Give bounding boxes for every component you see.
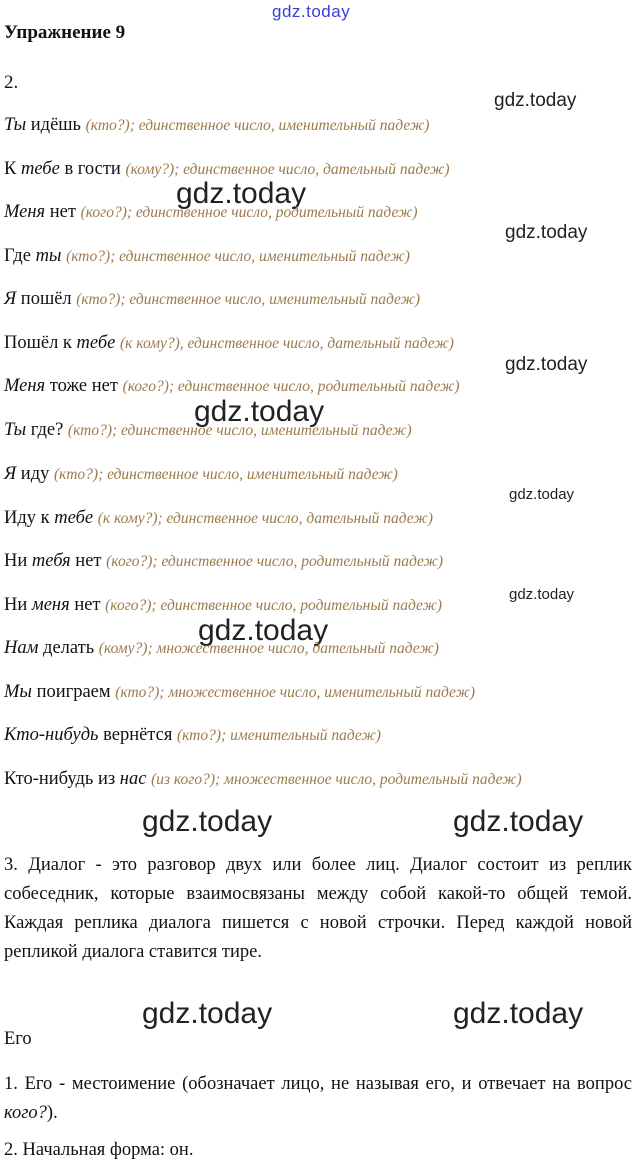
pronoun-line: Я пошёл (кто?); единственное число, именительный падеж) <box>4 289 421 309</box>
dialogue-definition: 3. Диалог - это разговор двух или более лиц. Диалог состоит из реплик собеседник, которые взаимосвязаны между собой какой-то общей темой. Каждая реплика диалога пишется с новой строчки. Перед каждой новой репликой диалога ставится тире. <box>4 855 632 962</box>
watermark: gdz.today <box>194 395 325 428</box>
watermark: gdz.today <box>505 222 588 243</box>
watermark: gdz.today <box>453 805 584 838</box>
watermark: gdz.today <box>272 2 351 21</box>
analysis-point-2: 2. Начальная форма: он. <box>4 1140 194 1160</box>
exercise-title: Упражнение 9 <box>4 22 126 43</box>
pronoun-line: Пошёл к тебе (к кому?), единственное число, дательный падеж) <box>4 333 454 353</box>
pronoun-line: Ни меня нет (кого?); единственное число, родительный падеж) <box>4 595 443 615</box>
pronoun-line: К тебе в гости (кому?); единственное число, дательный падеж) <box>4 159 450 179</box>
watermark: gdz.today <box>494 90 577 111</box>
pronoun-line: Иду к тебе (к кому?); единственное число, дательный падеж) <box>4 508 433 528</box>
task-2-label: 2. <box>4 72 19 93</box>
pronoun-line: Кто-нибудь вернётся (кто?); именительный падеж) <box>4 725 381 745</box>
pronoun-line: Где ты (кто?); единственное число, именительный падеж) <box>4 246 410 266</box>
pronoun-line: Кто-нибудь из нас (из кого?); множественное число, родительный падеж) <box>4 769 522 789</box>
pronoun-line: Ни тебя нет (кого?); единственное число, родительный падеж) <box>4 551 444 571</box>
pronoun-line: Мы поиграем (кто?); множественное число, именительный падеж) <box>4 682 476 702</box>
pronoun-line: Нам делать (кому?); множественное число, дательный падеж) <box>4 638 439 658</box>
watermark: gdz.today <box>142 805 273 838</box>
watermark: gdz.today <box>509 486 575 503</box>
pronoun-line: Ты идёшь (кто?); единственное число, именительный падеж) <box>4 115 430 135</box>
watermark: gdz.today <box>176 177 307 210</box>
pronoun-line: Меня нет (кого?); единственное число, родительный падеж) <box>4 202 418 222</box>
pronoun-line: Ты где? (кто?); единственное число, именительный падеж) <box>4 420 412 440</box>
watermark: gdz.today <box>505 354 588 375</box>
watermark: gdz.today <box>509 586 575 603</box>
watermark: gdz.today <box>142 997 273 1030</box>
pronoun-line: Я иду (кто?); единственное число, именительный падеж) <box>4 464 398 484</box>
watermark: gdz.today <box>198 614 329 647</box>
analysis-word: Его <box>4 1029 32 1049</box>
watermark: gdz.today <box>453 997 584 1030</box>
pronoun-line: Меня тоже нет (кого?); единственное число, родительный падеж) <box>4 376 460 396</box>
analysis-point-1: 1. Его - местоимение (обозначает лицо, не называя его, и отвечает на вопрос кого?). <box>4 1074 632 1123</box>
